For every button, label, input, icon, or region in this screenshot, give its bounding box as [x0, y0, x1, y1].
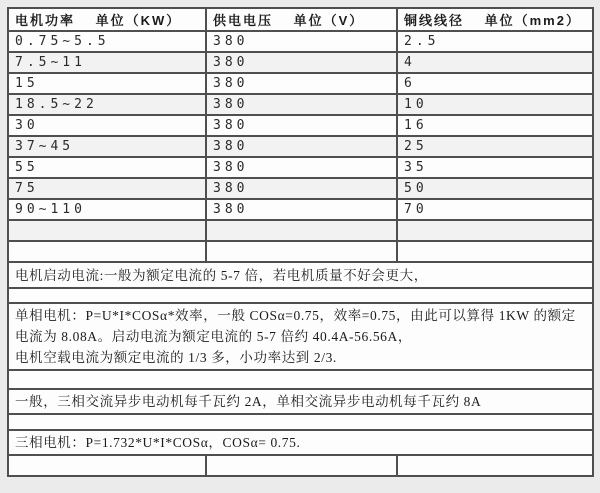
- wire-size-cell: 50: [397, 178, 593, 199]
- table-row: [8, 94, 593, 115]
- motor-power-cell: [8, 455, 206, 476]
- voltage-cell: [206, 455, 397, 476]
- note-per-kw-rule: 一般，三相交流异步电动机每千瓦约 2A，单相交流异步电动机每千瓦约 8A: [8, 389, 593, 414]
- motor-power-cell: 75: [8, 178, 206, 199]
- motor-power-cell: 0.75~5.5: [8, 31, 206, 52]
- empty-cell: [8, 414, 593, 430]
- wire-size-cell: 25: [397, 136, 593, 157]
- voltage-cell: 380: [206, 52, 397, 73]
- voltage-cell: 380: [206, 178, 397, 199]
- wire-size-cell: [397, 455, 593, 476]
- col-header-motor-power: 电机功率 单位（KW）: [8, 8, 206, 31]
- note-single-phase-line1: 单相电机：P=U*I*COSα*效率，一般 COSα=0.75，效率=0.75，由此可以算得 1KW 的额定电流为 8.08A。启动电流为额定电流的 5-7 倍约 40.4A-56.56A，: [15, 308, 576, 344]
- note-row-start-current: [8, 262, 593, 288]
- note-three-phase: 三相电机：P=1.732*U*I*COSα，COSα= 0.75.: [8, 430, 593, 455]
- empty-merged-row: [8, 288, 593, 303]
- voltage-cell: 380: [206, 157, 397, 178]
- motor-power-cell: 90~110: [8, 199, 206, 220]
- motor-power-cell: [8, 241, 206, 262]
- voltage-cell: 380: [206, 115, 397, 136]
- wire-size-cell: 35: [397, 157, 593, 178]
- data-rows: [8, 31, 593, 262]
- motor-power-cell: [8, 220, 206, 241]
- col-header-wire-size: 铜线线径 单位（mm2）: [397, 8, 593, 31]
- note-row-single-phase: [8, 303, 593, 370]
- motor-wire-table: [7, 7, 594, 477]
- table-row: [8, 136, 593, 157]
- wire-size-cell: [397, 220, 593, 241]
- voltage-cell: 380: [206, 73, 397, 94]
- wire-size-cell: [397, 241, 593, 262]
- motor-power-cell: 18.5~22: [8, 94, 206, 115]
- voltage-cell: 380: [206, 94, 397, 115]
- empty-cell: [8, 370, 593, 389]
- wire-size-cell: 70: [397, 199, 593, 220]
- table-row: [8, 157, 593, 178]
- table-row: [8, 73, 593, 94]
- voltage-cell: 380: [206, 136, 397, 157]
- wire-size-cell: 2.5: [397, 31, 593, 52]
- table-row: [8, 115, 593, 136]
- voltage-cell: [206, 241, 397, 262]
- note-single-phase-line2: 电机空载电流为额定电流的 1/3 多，小功率达到 2/3.: [15, 350, 337, 365]
- empty-merged-row: [8, 370, 593, 389]
- wire-size-cell: 10: [397, 94, 593, 115]
- col-header-supply-voltage: 供电电压 单位（V）: [206, 8, 397, 31]
- motor-power-cell: 30: [8, 115, 206, 136]
- empty-cell: [8, 288, 593, 303]
- voltage-cell: 380: [206, 31, 397, 52]
- note-row-three-phase: [8, 430, 593, 455]
- motor-power-cell: 15: [8, 73, 206, 94]
- empty-merged-row: [8, 414, 593, 430]
- note-single-phase: [8, 303, 593, 370]
- footer-empty-row: [8, 455, 593, 476]
- wire-size-cell: 16: [397, 115, 593, 136]
- table-row: [8, 241, 593, 262]
- table-row: [8, 52, 593, 73]
- table-header-row: [8, 8, 593, 31]
- motor-power-cell: 55: [8, 157, 206, 178]
- table-row: [8, 220, 593, 241]
- table-row: [8, 199, 593, 220]
- table-row: [8, 31, 593, 52]
- motor-power-cell: 37~45: [8, 136, 206, 157]
- motor-power-cell: 7.5~11: [8, 52, 206, 73]
- table-row: [8, 178, 593, 199]
- voltage-cell: [206, 220, 397, 241]
- note-row-per-kw-rule: [8, 389, 593, 414]
- note-start-current: 电机启动电流:一般为额定电流的 5-7 倍，若电机质量不好会更大，: [8, 262, 593, 288]
- voltage-cell: 380: [206, 199, 397, 220]
- wire-size-cell: 6: [397, 73, 593, 94]
- wire-size-cell: 4: [397, 52, 593, 73]
